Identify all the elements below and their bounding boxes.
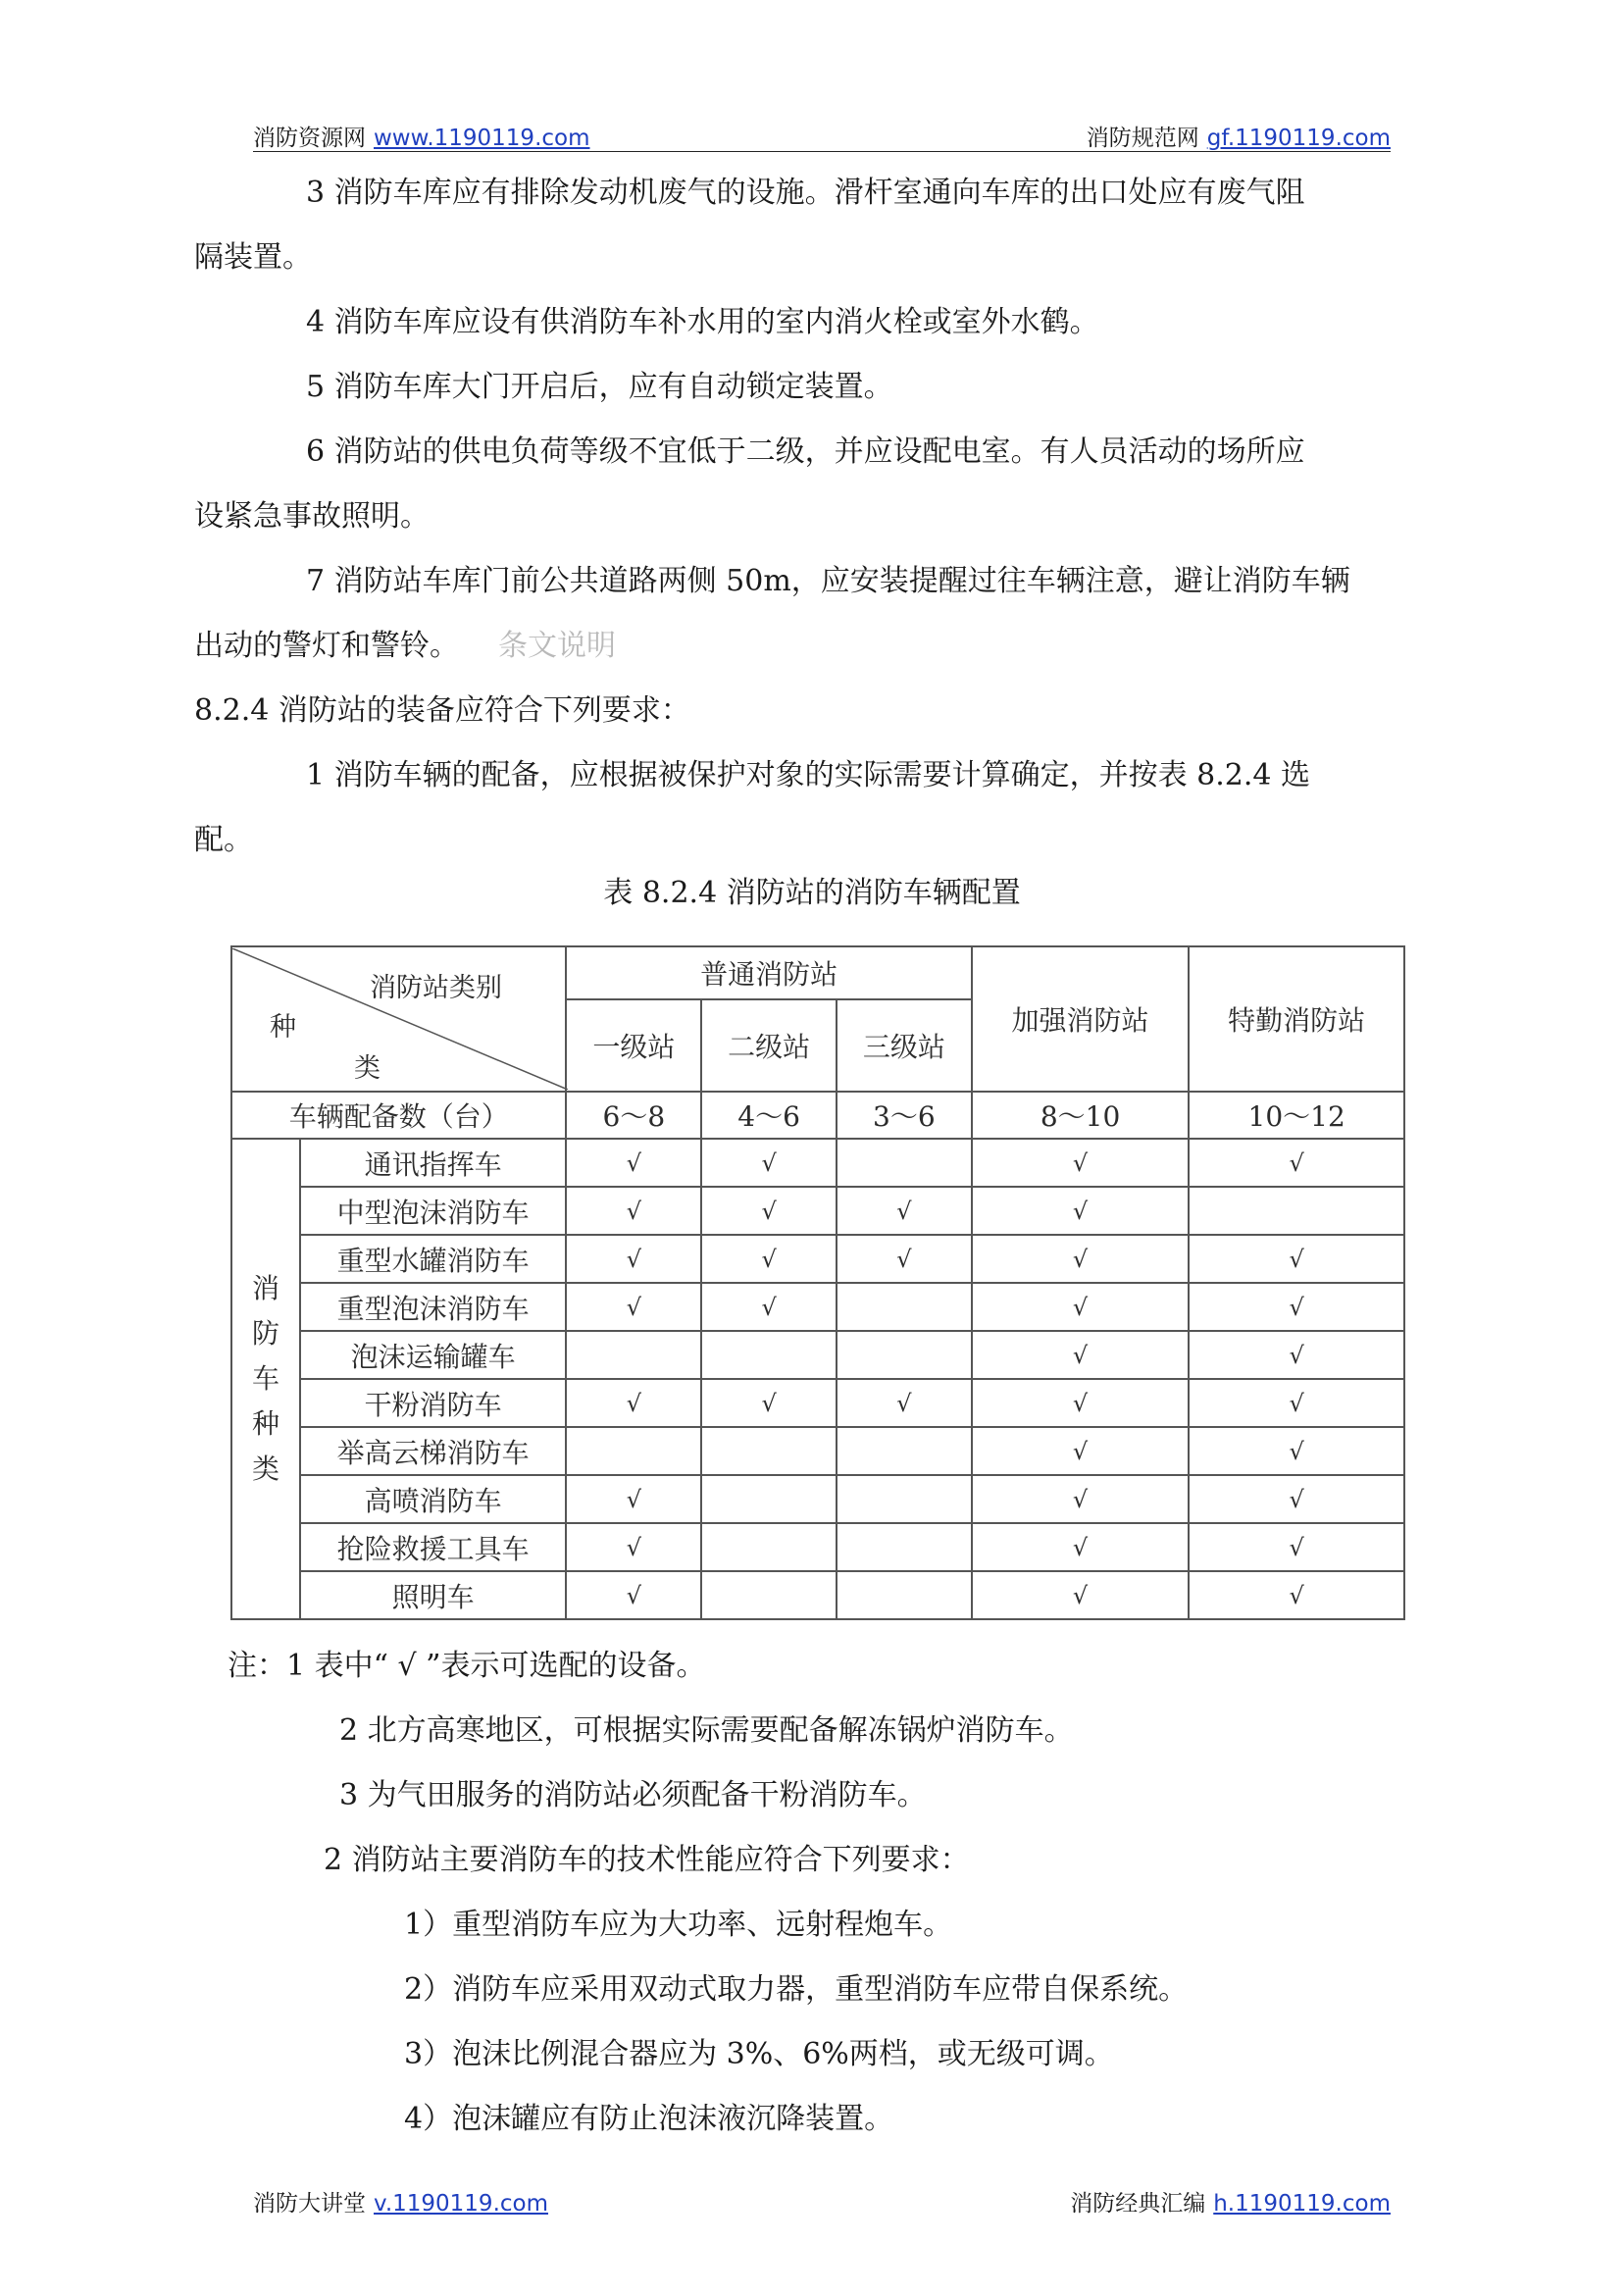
check-cell: √ — [837, 1187, 972, 1235]
header-left — [253, 120, 590, 152]
count-cell: 3～6 — [837, 1092, 972, 1139]
table-row — [231, 1283, 1404, 1331]
check-cell: √ — [837, 1379, 972, 1427]
vehicle-name: 中型泡沫消防车 — [300, 1187, 567, 1235]
check-cell: √ — [1189, 1235, 1404, 1283]
check-cell: √ — [1189, 1283, 1404, 1331]
check-cell: √ — [972, 1523, 1190, 1571]
vehicle-config-table — [230, 945, 1405, 1620]
check-cell: √ — [566, 1187, 701, 1235]
item-1-line2: 配。 — [194, 823, 253, 857]
check-cell — [566, 1427, 701, 1475]
table-row — [231, 1475, 1404, 1523]
para-3-line1: 3 消防车库应有排除发动机废气的设施。滑杆室通向车库的出口处应有废气阻 — [306, 176, 1305, 210]
vehicle-name: 重型泡沫消防车 — [300, 1283, 567, 1331]
group-normal-header: 普通消防站 — [566, 946, 971, 999]
note-1: 注：1 表中“ √ ”表示可选配的设备。 — [228, 1649, 706, 1683]
check-cell: √ — [701, 1379, 837, 1427]
para-7-line1: 7 消防站车库门前公共道路两侧 50m，应安装提醒过往车辆注意，避让消防车辆 — [306, 564, 1350, 598]
page-header — [253, 120, 1391, 152]
note-2: 2 北方高寒地区，可根据实际需要配备解冻锅炉消防车。 — [339, 1713, 1074, 1748]
header-right-label: 消防规范网 — [1086, 126, 1199, 151]
table-row — [231, 1139, 1404, 1187]
table-row — [231, 1187, 1404, 1235]
header-left-link[interactable]: www.1190119.com — [374, 126, 590, 151]
check-cell — [701, 1331, 837, 1379]
para-7-line2-text: 出动的警灯和警铃。 — [194, 629, 459, 663]
check-cell — [837, 1475, 972, 1523]
check-cell: √ — [1189, 1427, 1404, 1475]
check-cell: √ — [566, 1379, 701, 1427]
para-6-line2: 设紧急事故照明。 — [194, 499, 430, 534]
check-cell — [837, 1139, 972, 1187]
check-cell: √ — [1189, 1571, 1404, 1619]
check-cell — [1189, 1187, 1404, 1235]
col-enhanced-header: 加强消防站 — [972, 946, 1190, 1092]
vehicle-name: 举高云梯消防车 — [300, 1427, 567, 1475]
corner-bottom-label: 类 — [354, 1053, 381, 1084]
item-2-sub-3: 3）泡沫比例混合器应为 3%、6%两档，或无级可调。 — [404, 2037, 1114, 2071]
check-cell — [701, 1571, 837, 1619]
check-cell — [701, 1475, 837, 1523]
check-cell: √ — [972, 1331, 1190, 1379]
col-special-header: 特勤消防站 — [1189, 946, 1404, 1092]
footer-right-link[interactable]: h.1190119.com — [1213, 2191, 1391, 2217]
side-label-char: 车 — [251, 1362, 279, 1395]
check-cell: √ — [972, 1187, 1190, 1235]
check-cell — [837, 1283, 972, 1331]
check-cell: √ — [972, 1283, 1190, 1331]
vehicle-name: 照明车 — [300, 1571, 567, 1619]
table-row — [231, 1379, 1404, 1427]
corner-header-cell — [231, 946, 566, 1092]
footer-left — [253, 2185, 548, 2218]
check-cell — [701, 1523, 837, 1571]
item-1-line1: 1 消防车辆的配备，应根据被保护对象的实际需要计算确定，并按表 8.2.4 选 — [306, 758, 1311, 792]
footer-left-link[interactable]: v.1190119.com — [374, 2191, 549, 2217]
col-level3-header: 三级站 — [837, 999, 972, 1092]
side-label-char: 消 — [251, 1272, 279, 1304]
check-cell: √ — [566, 1475, 701, 1523]
check-cell: √ — [972, 1427, 1190, 1475]
footer-right — [1070, 2185, 1391, 2218]
table-row — [231, 1523, 1404, 1571]
check-cell — [837, 1331, 972, 1379]
check-cell: √ — [701, 1187, 837, 1235]
check-cell: √ — [1189, 1523, 1404, 1571]
para-6-line1: 6 消防站的供电负荷等级不宜低于二级，并应设配电室。有人员活动的场所应 — [306, 434, 1305, 469]
table-caption: 表 8.2.4 消防站的消防车辆配置 — [603, 876, 1021, 910]
check-cell — [566, 1331, 701, 1379]
check-cell: √ — [972, 1571, 1190, 1619]
vehicle-name: 泡沫运输罐车 — [300, 1331, 567, 1379]
check-cell: √ — [972, 1235, 1190, 1283]
footer-left-label: 消防大讲堂 — [253, 2191, 366, 2217]
check-cell — [837, 1523, 972, 1571]
side-label-cell — [231, 1139, 300, 1619]
count-cell: 8～10 — [972, 1092, 1190, 1139]
col-level2-header: 二级站 — [701, 999, 837, 1092]
check-cell: √ — [566, 1283, 701, 1331]
para-5: 5 消防车库大门开启后，应有自动锁定装置。 — [306, 370, 893, 404]
check-cell — [701, 1427, 837, 1475]
section-8-2-4: 8.2.4 消防站的装备应符合下列要求： — [194, 693, 690, 728]
vehicle-name: 重型水罐消防车 — [300, 1235, 567, 1283]
header-right — [1087, 120, 1391, 152]
check-cell — [837, 1427, 972, 1475]
table-row — [231, 1235, 1404, 1283]
check-cell: √ — [1189, 1379, 1404, 1427]
check-cell: √ — [566, 1235, 701, 1283]
page-footer — [253, 2185, 1391, 2217]
table-row — [231, 1427, 1404, 1475]
count-cell: 4～6 — [701, 1092, 837, 1139]
check-cell: √ — [566, 1571, 701, 1619]
clause-explanation-link[interactable]: 条文说明 — [498, 629, 616, 663]
header-left-label: 消防资源网 — [253, 126, 366, 151]
side-label-char: 类 — [251, 1453, 279, 1485]
count-cell: 6～8 — [566, 1092, 701, 1139]
header-right-link[interactable]: gf.1190119.com — [1206, 126, 1391, 151]
count-cell: 10～12 — [1189, 1092, 1404, 1139]
item-2-sub-2: 2）消防车应采用双动式取力器，重型消防车应带自保系统。 — [404, 1972, 1189, 2007]
footer-right-label: 消防经典汇编 — [1070, 2191, 1206, 2217]
side-label-char: 种 — [251, 1407, 279, 1440]
vehicle-name: 通讯指挥车 — [300, 1139, 567, 1187]
item-2-sub-4: 4）泡沫罐应有防止泡沫液沉降装置。 — [404, 2102, 894, 2136]
count-label: 车辆配备数（台） — [231, 1092, 566, 1139]
check-cell — [837, 1571, 972, 1619]
table-row — [231, 1331, 1404, 1379]
check-cell: √ — [972, 1475, 1190, 1523]
check-cell: √ — [1189, 1139, 1404, 1187]
note-3: 3 为气田服务的消防站必须配备干粉消防车。 — [339, 1778, 927, 1812]
check-cell: √ — [1189, 1331, 1404, 1379]
corner-bottom-left-label: 种 — [270, 1012, 296, 1043]
para-3-line2: 隔装置。 — [194, 240, 312, 275]
para-4: 4 消防车库应设有供消防车补水用的室内消火栓或室外水鹤。 — [306, 305, 1099, 339]
check-cell: √ — [972, 1379, 1190, 1427]
vehicle-name: 干粉消防车 — [300, 1379, 567, 1427]
check-cell: √ — [701, 1283, 837, 1331]
corner-top-label: 消防站类别 — [370, 973, 502, 1003]
check-cell: √ — [701, 1235, 837, 1283]
check-cell: √ — [837, 1235, 972, 1283]
table-row — [231, 1571, 1404, 1619]
check-cell: √ — [566, 1139, 701, 1187]
check-cell: √ — [701, 1139, 837, 1187]
check-cell: √ — [566, 1523, 701, 1571]
check-cell: √ — [972, 1139, 1190, 1187]
side-label-char: 防 — [251, 1317, 279, 1350]
vehicle-name: 抢险救援工具车 — [300, 1523, 567, 1571]
item-2-title: 2 消防站主要消防车的技术性能应符合下列要求： — [324, 1843, 970, 1877]
count-row — [231, 1092, 1404, 1139]
check-cell: √ — [1189, 1475, 1404, 1523]
vehicle-name: 高喷消防车 — [300, 1475, 567, 1523]
col-level1-header: 一级站 — [566, 999, 701, 1092]
para-7-line2 — [194, 614, 616, 679]
item-2-sub-1: 1）重型消防车应为大功率、远射程炮车。 — [404, 1908, 953, 1942]
